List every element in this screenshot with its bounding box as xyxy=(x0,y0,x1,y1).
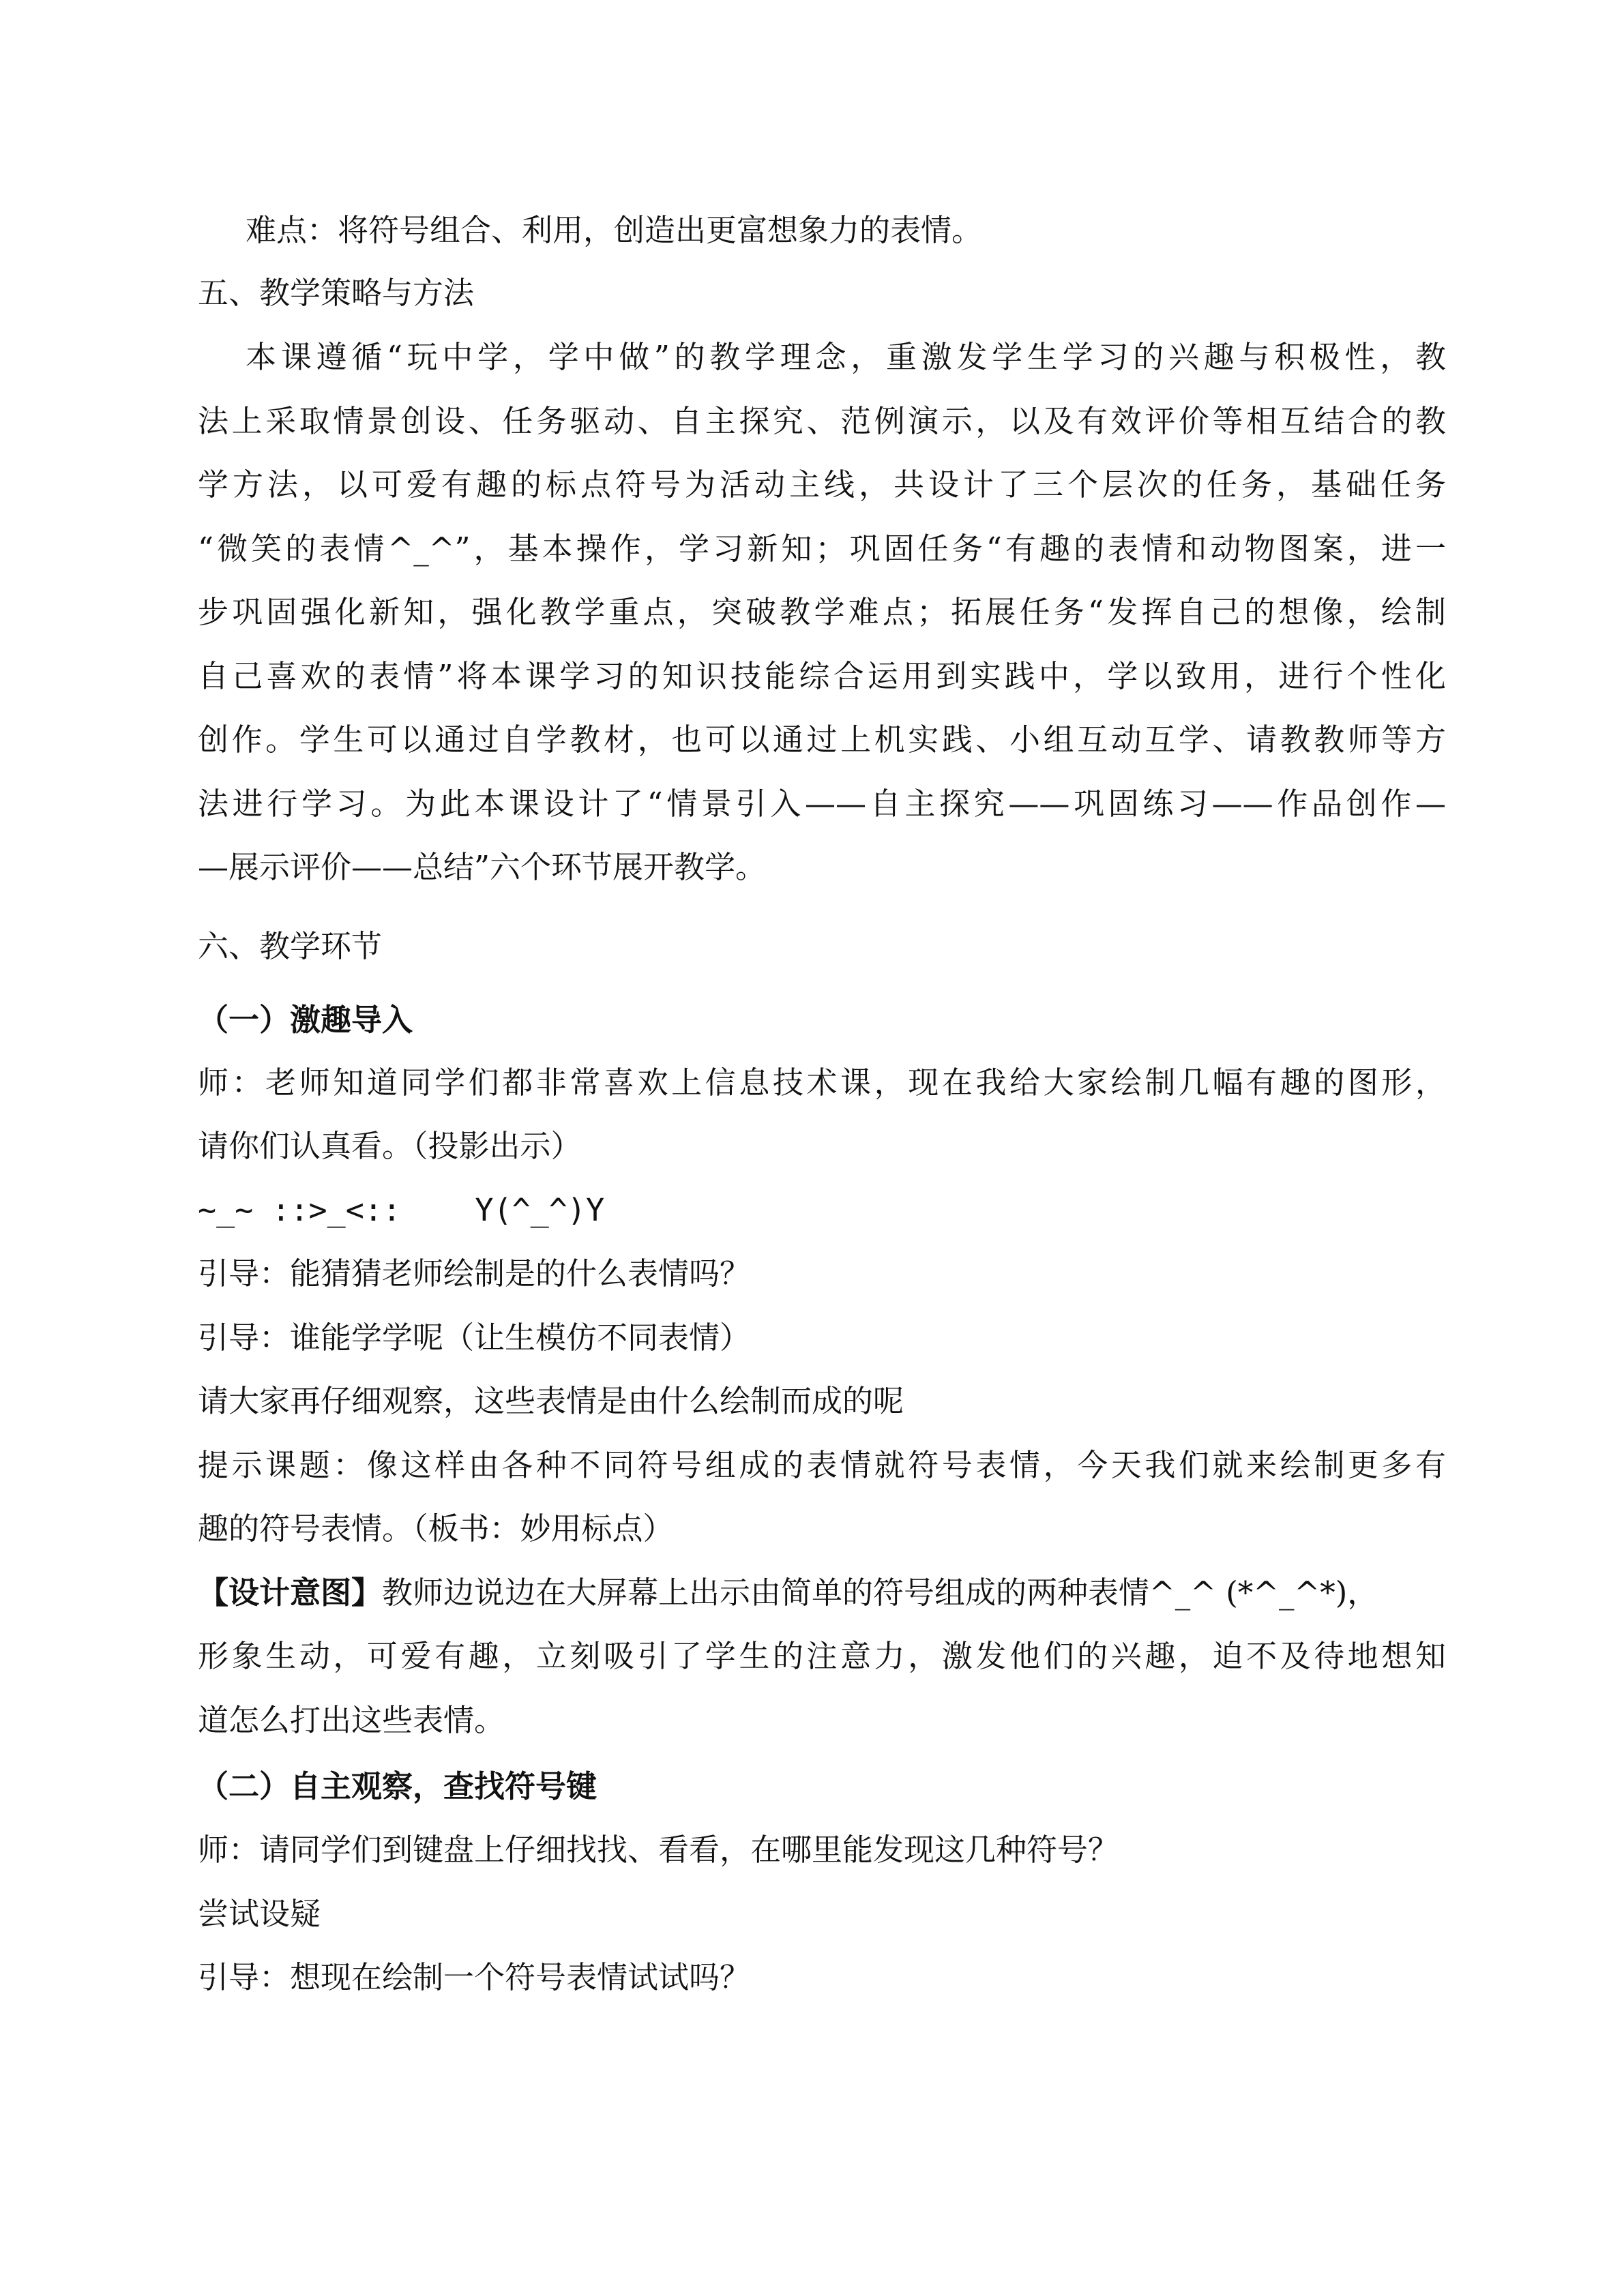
prompt-line: 趣的符号表情。（板书：妙用标点） xyxy=(198,1510,674,1547)
guide-line: 引导：谁能学学呢（让生模仿不同表情） xyxy=(198,1320,751,1356)
paragraph-line: “微笑的表情^_^”，基本操作，学习新知；巩固任务“有趣的表情和动物图案，进一 xyxy=(198,531,1446,567)
paragraph-line: 法上采取情景创设、任务驱动、自主探究、范例演示，以及有效评价等相互结合的教 xyxy=(198,403,1446,439)
paragraph-line: 法进行学习。为此本课设计了“情景引入——自主探究——巩固练习——作品创作— xyxy=(198,786,1446,822)
design-intent-text: 教师边说边在大屏幕上出示由简单的符号组成的两种表情^_^ (*^_^*)， xyxy=(382,1575,1378,1611)
paragraph-line: 创作。学生可以通过自学教材，也可以通过上机实践、小组互动互学、请教教师等方 xyxy=(198,721,1446,758)
design-intent-line: 形象生动，可爱有趣，立刻吸引了学生的注意力，激发他们的兴趣，迫不及待地想知 xyxy=(198,1638,1446,1674)
dialogue-line: 请你们认真看。（投影出示） xyxy=(198,1128,582,1164)
paragraph-line: 本课遵循“玩中学，学中做”的教学理念，重激发学生学习的兴趣与积极性，教 xyxy=(246,339,1446,375)
paragraph-line: 步巩固强化新知，强化教学重点，突破教学难点；拓展任务“发挥自己的想像，绘制 xyxy=(198,594,1446,630)
dialogue-line: 尝试设疑 xyxy=(198,1896,321,1932)
dialogue-line: 引导：想现在绘制一个符号表情试试吗？ xyxy=(198,1959,751,1995)
subsection-heading-intro: （一）激趣导入 xyxy=(198,1002,413,1038)
paragraph-line: 自己喜欢的表情”将本课学习的知识技能综合运用到实践中，学以致用，进行个性化 xyxy=(198,658,1446,694)
dialogue-line: 师：老师知道同学们都非常喜欢上信息技术课，现在我给大家绘制几幅有趣的图形， xyxy=(198,1064,1446,1101)
design-intent-line: 道怎么打出这些表情。 xyxy=(198,1702,505,1738)
guide-line: 请大家再仔细观察，这些表情是由什么绘制而成的呢 xyxy=(198,1383,904,1419)
emoticon-line: ~_~ ::>_<:: Y(^_^)Y xyxy=(198,1192,605,1228)
dialogue-line: 师：请同学们到键盘上仔细找找、看看，在哪里能发现这几种符号？ xyxy=(198,1832,1119,1868)
section-heading-strategy: 五、教学策略与方法 xyxy=(198,275,475,311)
design-intent-line xyxy=(198,1572,1446,1613)
prompt-line: 提示课题：像这样由各种不同符号组成的表情就符号表情，今天我们就来绘制更多有 xyxy=(198,1447,1446,1483)
paragraph-line: 学方法，以可爱有趣的标点符号为活动主线，共设计了三个层次的任务，基础任务 xyxy=(198,466,1446,503)
subsection-heading-observe: （二）自主观察，查找符号键 xyxy=(198,1768,597,1804)
paragraph-line: —展示评价——总结”六个环节展开教学。 xyxy=(198,849,767,885)
section-heading-steps: 六、教学环节 xyxy=(198,928,383,964)
difficulty-text: 难点：将符号组合、利用，创造出更富想象力的表情。 xyxy=(246,212,983,248)
guide-line: 引导：能猜猜老师绘制是的什么表情吗？ xyxy=(198,1255,751,1292)
design-intent-label: 【设计意图】 xyxy=(198,1575,383,1611)
